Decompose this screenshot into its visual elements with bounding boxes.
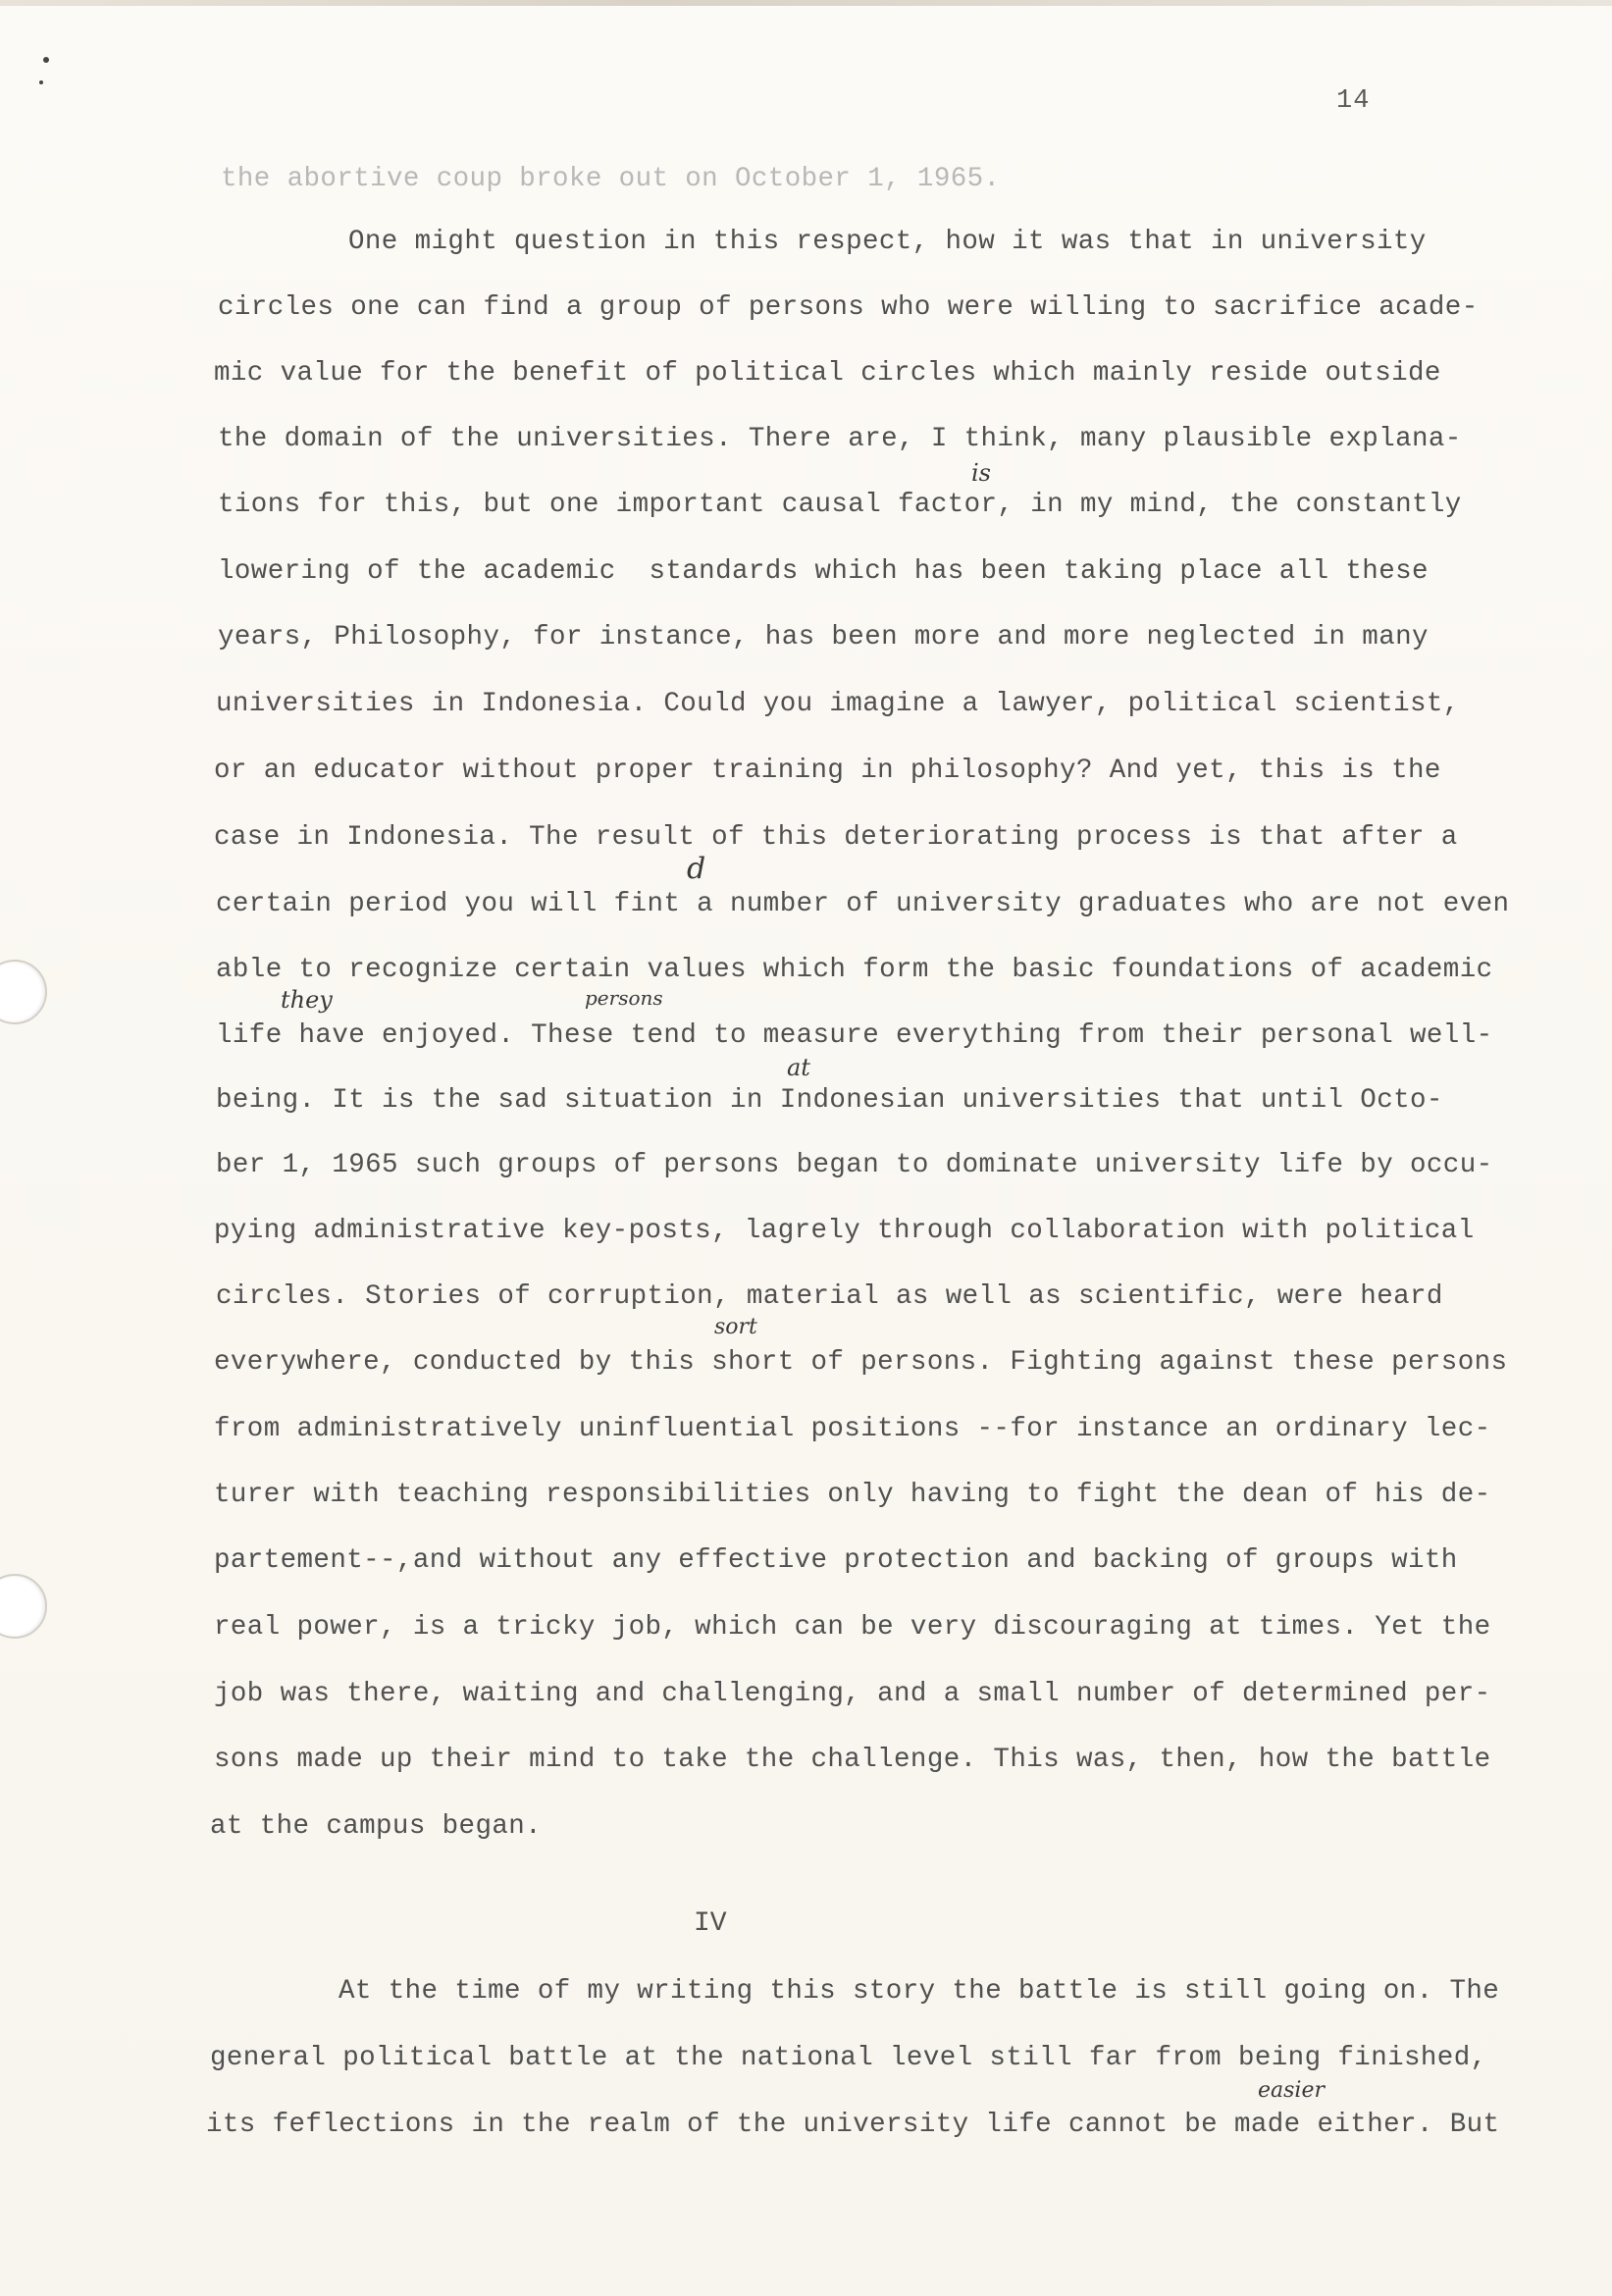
ink-speck [39,80,43,84]
page-top-edge [0,0,1612,6]
text-line: case in Indonesia. The result of this deteriorating process is that after a [214,822,1458,853]
text-line: general political battle at the national level still far from being finished, [210,2043,1487,2073]
handwritten-annotation: at [787,1054,810,1081]
text-line: everywhere, conducted by this short of persons. Fighting against these persons [214,1347,1508,1378]
text-line: being. It is the sad situation in Indonesian universities that until Octo- [216,1085,1443,1116]
text-line: or an educator without proper training in philosophy? And yet, this is the [214,756,1441,786]
text-line: certain period you will fint a number of university graduates who are not even [216,889,1510,919]
text-line: life have enjoyed. These tend to measure everything from their personal well- [216,1020,1493,1051]
text-line: from administratively uninfluential positions --for instance an ordinary lec- [214,1414,1491,1444]
text-line: ber 1, 1965 such groups of persons began to dominate university life by occu- [216,1150,1493,1180]
page-number: 14 [1336,86,1371,116]
handwritten-annotation: easier [1258,2078,1325,2103]
text-line: circles. Stories of corruption, material as well as scientific, were heard [216,1281,1443,1312]
punch-hole-upper [0,960,47,1024]
text-line: At the time of my writing this story the battle is still going on. The [338,1976,1500,2007]
handwritten-annotation: persons [585,986,663,1010]
text-line: circles one can find a group of persons who were willing to sacrifice acade- [218,292,1479,323]
handwritten-annotation: they [281,986,333,1014]
text-line: pying administrative key-posts, lagrely through collaboration with political [214,1216,1475,1246]
ink-speck [43,57,49,63]
text-line: at the campus began. [210,1811,543,1842]
handwritten-annotation: sort [714,1315,757,1339]
text-line: real power, is a tricky job, which can be very discouraging at times. Yet the [214,1612,1491,1643]
text-line: the abortive coup broke out on October 1, 1965. [221,164,1001,194]
text-line: partement--,and without any effective protection and backing of groups with [214,1545,1458,1576]
handwritten-annotation: is [971,459,991,487]
text-line: mic value for the benefit of political circles which mainly reside outside [214,358,1441,389]
text-line: One might question in this respect, how it was that in university [348,227,1427,257]
text-line: lowering of the academic standards which has been taking place all these [218,556,1429,587]
text-line: sons made up their mind to take the challenge. This was, then, how the battle [214,1745,1491,1775]
text-line: job was there, waiting and challenging, and a small number of determined per- [214,1679,1491,1709]
text-line: universities in Indonesia. Could you imagine a lawyer, political scientist, [216,689,1460,719]
text-line: turer with teaching responsibilities only having to fight the dean of his de- [214,1480,1491,1510]
section-heading: IV [694,1908,727,1939]
text-line: years, Philosophy, for instance, has been more and more neglected in many [218,622,1429,652]
text-line: tions for this, but one important causal factor, in my mind, the constantly [218,490,1462,520]
text-line: the domain of the universities. There are, I think, many plausible explana- [218,424,1462,454]
text-line: able to recognize certain values which form the basic foundations of academic [216,955,1493,985]
text-line: its feflections in the realm of the university life cannot be made either. But [206,2110,1500,2140]
punch-hole-lower [0,1574,47,1639]
handwritten-annotation: d [687,852,706,886]
